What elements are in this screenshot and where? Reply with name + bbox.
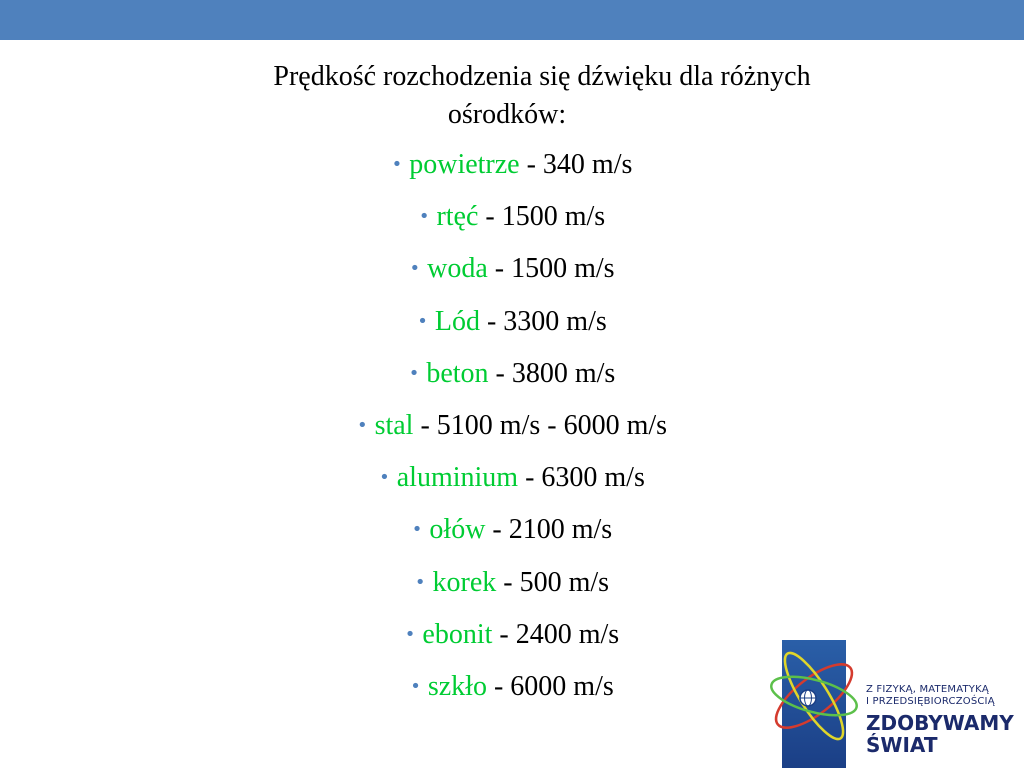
- bullet-icon: •: [411, 519, 423, 541]
- medium-name: ebonit: [422, 618, 493, 650]
- bullet-icon: •: [414, 571, 426, 593]
- medium-speed: - 500 m/s: [496, 566, 610, 598]
- speed-list: [180, 140, 844, 714]
- list-item: [180, 244, 844, 296]
- medium-speed: - 2400 m/s: [492, 618, 620, 650]
- medium-name: beton: [426, 357, 489, 389]
- list-item: [180, 558, 844, 610]
- list-item: [180, 297, 844, 349]
- list-item: [180, 140, 844, 192]
- medium-speed: - 3800 m/s: [488, 357, 616, 389]
- medium-name: aluminium: [396, 462, 519, 494]
- slide-content: [180, 58, 844, 714]
- slide-title-line-2: ośrodków:: [447, 99, 567, 130]
- medium-name: korek: [432, 566, 497, 598]
- medium-speed: - 5100 m/s - 6000 m/s: [413, 410, 668, 442]
- list-item: [180, 349, 844, 401]
- medium-name: rtęć: [436, 201, 479, 233]
- medium-speed: - 2100 m/s: [485, 514, 613, 546]
- bullet-icon: •: [404, 623, 416, 645]
- slide-title: [180, 58, 844, 134]
- medium-speed: - 340 m/s: [519, 149, 633, 180]
- bullet-icon: •: [409, 258, 421, 280]
- logo-line-2: I PRZEDSIĘBIORCZOŚCIĄ: [866, 696, 995, 707]
- bullet-icon: •: [356, 415, 368, 437]
- medium-speed: - 6300 m/s: [518, 462, 645, 494]
- list-item: [180, 192, 844, 244]
- medium-name: powietrze: [409, 149, 520, 180]
- list-item: [180, 505, 844, 557]
- project-logo: [768, 622, 1024, 768]
- logo-line-4: ŚWIAT: [866, 733, 938, 757]
- medium-name: Lód: [434, 305, 480, 337]
- bullet-icon: •: [408, 362, 420, 384]
- list-item: [180, 610, 844, 662]
- bullet-icon: •: [417, 310, 428, 332]
- list-item: [180, 453, 844, 505]
- list-item: [180, 662, 844, 714]
- medium-speed: - 1500 m/s: [487, 253, 615, 285]
- medium-name: szkło: [427, 671, 487, 703]
- medium-name: stal: [374, 410, 414, 442]
- medium-name: woda: [427, 253, 488, 285]
- logo-text: [866, 684, 1024, 756]
- logo-line-1: Z FIZYKĄ, MATEMATYKĄ: [866, 684, 989, 695]
- header-bar: [0, 0, 1024, 40]
- medium-name: ołów: [429, 514, 486, 546]
- list-item: [180, 401, 844, 453]
- logo-line-3: ZDOBYWAMY: [866, 711, 1014, 735]
- bullet-icon: •: [410, 676, 421, 698]
- bullet-icon: •: [379, 467, 390, 489]
- bullet-icon: •: [391, 154, 403, 175]
- bullet-icon: •: [418, 206, 430, 228]
- slide-title-line-1: Prędkość rozchodzenia się dźwięku dla różnych: [273, 61, 811, 92]
- medium-speed: - 1500 m/s: [478, 201, 606, 233]
- medium-speed: - 3300 m/s: [479, 305, 607, 337]
- medium-speed: - 6000 m/s: [486, 671, 614, 703]
